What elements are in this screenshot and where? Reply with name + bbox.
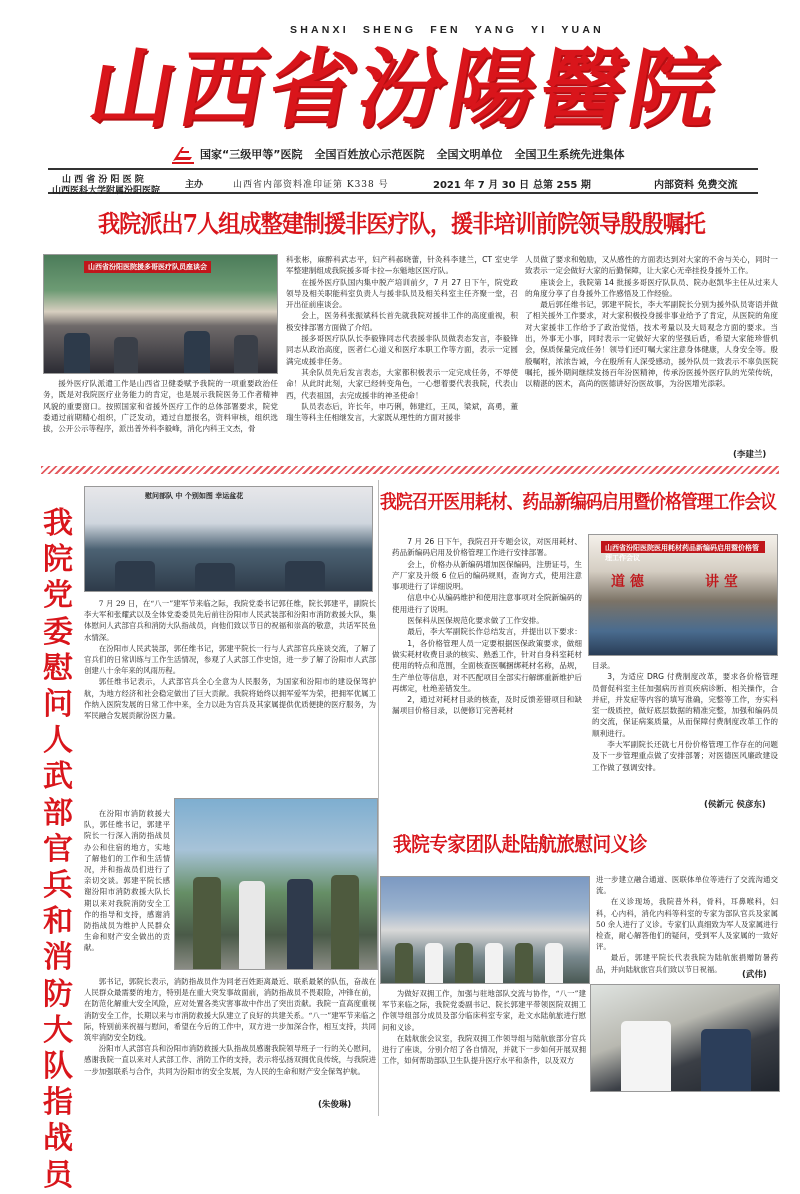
article-paragraph: 信息中心从编码维护和使用注意事项对全院新编码的使用进行了说明。 <box>392 593 582 614</box>
sponsor-name: 山 西 省 汾 阳 医 院 <box>62 175 144 185</box>
article-paragraph: 7 月 29 日，在“八一”建军节来临之际，我院党委书记郭任维，院长郭建平，副院长李大军和张耀武以及全体党委委员先后前往汾阳市人民武装部和汾阳市消防救援大队，集体慰问人武部官兵和消防大队指战员，向他们致以节日的祝福和崇高的敬意，共话军民鱼水情深。 <box>84 599 376 642</box>
hospital-logo-icon <box>170 145 196 165</box>
article-paragraph: 在汾阳市人民武装部，郭任维书记，郭建平院长一行与人武部官兵座谈交流，了解了官兵们的日常训练与工作生活情况，参观了人武部工作史馆，进一步了解了汾阳市人武部创建八十余年来的风雨历程。 <box>84 643 376 676</box>
article-paragraph: 李大军副院长还就七月份价格管理工作存在的问题及下一步管理重点做了安排部署；对医德医风廉政建设工作做了强调安排。 <box>592 740 778 772</box>
article4-body-right <box>596 874 778 978</box>
article1-column-2 <box>286 254 518 460</box>
article-paragraph: 援外医疗队派遣工作是山西省卫健委赋予我院的一项重要政治任务，既是对我院医疗业务能力的肯定，也是展示我院医务工作者精神风貌的重要窗口。按照国家和省援外医疗工作的总体部署要求，院党委通过前期精心组织，广泛发动，通过自愿报名，资料审核，组织选拔，公开公示等程序，派出普外科李毅峰，消化内科王文杰，骨 <box>43 379 278 434</box>
issue-info-bar <box>48 168 758 194</box>
photo-sign: 道 德 <box>611 574 644 590</box>
photo-banner: 山西省汾阳医院援多哥医疗队员座谈会 <box>84 261 211 273</box>
honor-item: 全国卫生系统先进集体 <box>514 148 625 161</box>
pinyin-word: SHANXI <box>290 24 349 36</box>
article-paragraph: 郭书记，郭院长表示，消防指战员作为同老百姓距离最近、联系最紧的队伍，奋战在人民群众最需要的地方，特别是在重大突发事故面前，消防指战员不畏艰险，冲锋在前，在防范化解重大安全风险，应对处置各类灾害事故中作出了突出贡献。我院一直高度重视消防安全工作，长期以来与市消防救援大队建立了良好的共建关系。“八一”建军节来临之际，特别前来祝福与慰问，希望在今后的工作中，双方进一步加深合作，相互支持，共同筑牢消防安全防线。 <box>84 977 376 1043</box>
honor-item: 全国百姓放心示范医院 <box>314 148 425 161</box>
article2-body-top <box>84 598 376 798</box>
article-paragraph: 其余队员先后发言表态，大家都积极表示一定完成任务，不辱使命！从此时此刻，大家已经转变角色，一心想着要代表我院，代表山西，代表祖国，去完成援非的神圣使命！ <box>286 367 518 400</box>
article-paragraph: 进一步建立融合通道、医联体单位等进行了交流沟通交流。 <box>596 875 778 896</box>
article-paragraph: 目录。 <box>592 661 615 670</box>
article1-byline: (李建兰) <box>733 450 767 460</box>
article3-photo <box>588 534 778 656</box>
article-paragraph: 最后，李大军副院长作总结发言，并提出以下要求： <box>407 627 582 637</box>
pinyin-word: YI <box>531 24 548 36</box>
article1-column-3 <box>525 254 778 450</box>
sponsor-affiliation: 山西医科大学附属汾阳医院 <box>52 186 161 196</box>
photo-banner: 慰问部队 中 个别如图 幸运盆花 <box>145 492 244 500</box>
article3-body-right <box>592 660 778 810</box>
article2-byline: (朱俊琳) <box>318 1100 352 1110</box>
article4-byline: (武伟) <box>742 970 767 980</box>
article4-body-bottom <box>382 988 586 1118</box>
article-paragraph: 3，为适应 DRG 付费制度改革，要求各价格管理员督促科室主任加强病历首页疾病诊断、相关操作，合并症，并发症等内容的填写准确，完整等工作，夯实科室一级质控，做好底层数据的精准完整，加强和编码员的交流，保证病案质量，从而保障付费制度改革工作的顺利进行。 <box>592 672 778 738</box>
internal-notice: 内部资料 免费交流 <box>654 180 738 191</box>
article-paragraph: 最后郭任维书记，郭建平院长，李大军副院长分别为援外队员寄语并做了相关援外工作要求，对大家积极投身援非事业给予了肯定，从医院的角度对大家援非工作给予了政治觉悟，技术考量以及大局观念方面的要求。当出，外事无小事，同时表示一定做好大家的坚强后盾，希望大家能珍惜机会，保质保量完成任务！领导们还叮嘱大家注意身体健康，人身安全等。殷殷嘱咐，浓浓告诫，今在殷所有人深受感动，援外队员一致表示不辜负医院嘱托，援外期间继续发扬百年汾医精神，传承汾医援外医疗队的光荣传统，以精湛的医术，高尚的医德讲好汾医故事，为汾医增光添彩。 <box>525 300 778 389</box>
masthead-pinyin <box>290 24 604 36</box>
print-permit: 山西省内部资料准印证第 K338 号 <box>233 180 389 190</box>
article3-byline: (侯新元 侯彦东) <box>704 800 766 810</box>
article2-photo <box>84 486 373 592</box>
article-paragraph: 7 月 26 日下午，我院召开专题会议，对医用耗材、药品新编码启用及价格管理工作进行安排部署。 <box>392 537 582 558</box>
article1-intro <box>43 378 278 460</box>
pinyin-word: SHENG <box>362 24 417 36</box>
hospital-honors <box>200 146 760 162</box>
article-paragraph: 在援外医疗队国内集中脱产培训前夕，7 月 27 日下午，院党政领导及相关职能科室负责人与援非队员及相关科室主任齐聚一堂，召开出征前座谈会。 <box>286 277 518 310</box>
article-paragraph: 1，各价格管理人员一定要根据医保政策要求，做细做实耗材收费目录的核实、熟悉工作，针对自身科室耗材使用的特点和范围，全面核查医嘱捆绑耗材名称，品规，生产单位等信息，对不匹配项目全部实行解绑重新维护后再绑定，杜绝差错发生。 <box>392 638 582 693</box>
article-paragraph: 会上，医务科张振斌科长首先就我院对援非工作的高度重视，积极安排部署方面做了介绍。 <box>286 311 518 332</box>
article2-vertical-title: 我院党委慰问人武部官兵和消防大队指战员 <box>43 506 73 1193</box>
article-paragraph: 座谈会上，我院第 14 批援多哥医疗队队员、院办赵凯华主任从过来人的角度分享了自身援外工作感悟及工作经验。 <box>525 277 778 298</box>
article4-photo-group <box>380 876 590 984</box>
article-paragraph: 人员做了要求和勉励，又从感性的方面表达到对大家的不舍与关心，同时一致表示一定会做好大家的后勤保障，让大家心无牵挂投身援外工作。 <box>525 255 778 276</box>
article-paragraph: 在义诊现场，我院普外科，骨科，耳鼻喉科，妇科，心内科，消化内科等科室的专家为部队官兵及家属 50 余人进行了义诊。专家们认真细致为军人及家属进行检查，耐心解答他们的疑问，受到军人及家属的一致好评。 <box>596 897 778 952</box>
article-paragraph: 援多哥医疗队队长李毅锋同志代表援非队员做表态发言，李毅锋同志从政治高度，医者仁心道义和医疗本职工作等方面，表示一定圆满完成援非任务。 <box>286 334 518 366</box>
pinyin-word: YUAN <box>561 24 604 36</box>
article4-headline: 我院专家团队赴陆航旅慰问义诊 <box>393 832 647 856</box>
article-paragraph: 医保科从医保规范化要求做了工作安排。 <box>407 616 544 626</box>
photo-banner: 山西省汾阳医院医用耗材药品新编码启用暨价格管理工作会议 <box>601 541 765 553</box>
issue-number: 总第 255 期 <box>533 180 591 191</box>
article-paragraph: 队员表态后，许长年，申巧俐，韩建红，王凤，梁斌，高勇，董瑞生等科主任相继发言，大家既从理性的方面对援非 <box>286 401 518 423</box>
pinyin-word: YANG <box>474 24 518 36</box>
article1-headline: 我院派出7人组成整建制援非医疗队，援非培训前院领导殷殷嘱托 <box>98 209 705 238</box>
photo-sign: 讲 堂 <box>705 574 738 590</box>
article1-photo <box>43 254 278 374</box>
article-paragraph: 在汾阳市消防救援大队，郭任维书记，郭建平院长一行深入消防指战员办公和住宿的地方，实地了解他们的工作和生活情况，并和指战员们进行了亲切交谈。郭建平院长感谢汾阳市消防救援大队长期以来对我院消防安全工作的指导和支持，感谢消防指战员为维护人民群众生命和财产安全做出的贡献。 <box>84 809 170 953</box>
article-paragraph: 2，通过对耗材目录的核查，及时反馈差错项目和缺漏项目价格目录，以便修订完善耗材 <box>392 695 582 716</box>
article-paragraph: 科张彬，麻醉科武志平，妇产科郝晓蕾，针灸科李建兰，CT 室史学军整建制组成我院援多哥卡拉—东魁地区医疗队。 <box>286 255 518 276</box>
article-paragraph: 汾阳市人武部官兵和汾阳市消防救援大队指战员感谢我院领导班子一行的关心慰问，感谢我院一直以来对人武部工作、消防工作的支持，表示将弘扬双拥优良传统，与我院进一步加强联系与合作，共同为汾阳市的安全发展，为人民的生命和财产安全保驾护航。 <box>84 1044 376 1076</box>
article2-body-narrow <box>84 808 170 974</box>
article2-photo-soldiers <box>174 798 378 970</box>
issue-date: 2021 年 7 月 30 日 <box>433 180 530 191</box>
column-rule <box>378 480 379 1116</box>
sponsor-label: 主办 <box>185 180 204 190</box>
article3-headline: 我院召开医用耗材、药品新编码启用暨价格管理工作会议 <box>380 491 777 513</box>
article4-photo-consultation <box>590 984 780 1092</box>
honor-item: 国家“三级甲等”医院 <box>200 148 303 161</box>
section-divider <box>41 466 779 474</box>
article-paragraph: 会上，价格办从新编码增加医保编码，注册证号，生产厂家及升级 6 位后的编码规则，查询方式，使用注意事项进行了详细说明。 <box>392 559 582 592</box>
pinyin-word: FEN <box>430 24 461 36</box>
article-paragraph: 在陆航旅会议室，我院双拥工作领导组与陆航旅部分官兵进行了座谈，分别介绍了各自情况，并就下一步如何开展双拥工作，如何帮助部队卫生队提升医疗水平和条件，以及双方 <box>382 1033 586 1066</box>
article2-body-bottom <box>84 976 376 1116</box>
masthead-title: 山西省汾陽醫院 <box>81 39 729 140</box>
honor-item: 全国文明单位 <box>436 148 503 161</box>
article-paragraph: 郭任维书记表示，人武部官兵全心全意为人民服务，为国家和汾阳市的建设保驾护航，为地方经济和社会稳定做出了巨大贡献。我院将始终以拥军爱军为荣，把拥军优属工作纳入医院发展的日常工作中来，全力以赴为官兵及其家属提供优质便捷的医疗服务，为军民融合发展贡献汾医力量。 <box>84 677 376 721</box>
article-paragraph: 最后，郭建平院长代表我院为陆航旅捐赠防暑药品，并向陆航旅官兵们致以节日祝福。 <box>596 953 778 974</box>
article3-body-left <box>392 536 582 826</box>
article-paragraph: 为做好双拥工作，加强与驻地部队交流与协作，“八一”建军节来临之际，我院党委副书记、院长郭建平带领医院双拥工作领导组部分成员及部分临床科室专家，赴文水陆航旅进行慰问和义诊。 <box>382 989 586 1032</box>
